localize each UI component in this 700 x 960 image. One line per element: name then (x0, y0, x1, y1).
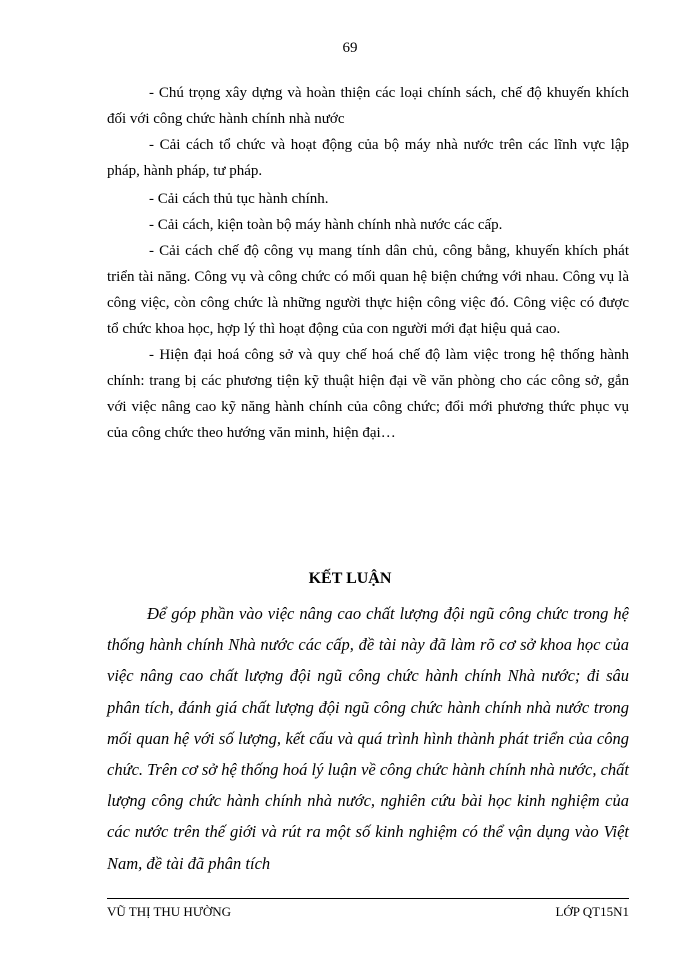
bullet-item: - Chú trọng xây dựng và hoàn thiện các loại chính sách, chế độ khuyến khích đối với công chức hành chính nhà nước (107, 85, 629, 127)
bullet-item: - Hiện đại hoá công sở và quy chế hoá chế độ làm việc trong hệ thống hành chính: trang bị các phương tiện kỹ thuật hiện đại về văn phòng cho các công sở, gắn với việc nâng cao kỹ năng hành chính của công chức; đổi mới phương thức phục vụ của công chức theo hướng văn minh, hiện đại… (107, 347, 629, 441)
page-number: 69 (342, 40, 358, 56)
footer-class: LỚP QT15N1 (555, 904, 629, 919)
conclusion-paragraph: Để góp phần vào việc nâng cao chất lượng đội ngũ công chức trong hệ thống hành chính Nhà nước các cấp, đề tài này đã làm rõ cơ sở khoa học của việc nâng cao chất lượng đội ngũ công chức hành chính Nhà nước; đi sâu phân tích, đánh giá chất lượng đội ngũ công chức hành chính nhà nước trong mối quan hệ với số lượng, kết cấu và quá trình hình thành phát triển của công chức. Trên cơ sở hệ thống hoá lý luận về công chức hành chính nhà nước, chất lượng công chức hành chính nhà nước, nghiên cứu bài học kinh nghiệm của các nước trên thế giới và rút ra một số kinh nghiệm có thể vận dụng vào Việt Nam, đề tài đã phân tích (107, 604, 629, 873)
bullet-item: - Cải cách, kiện toàn bộ máy hành chính nhà nước các cấp. (149, 217, 503, 233)
footer-divider (107, 898, 629, 899)
bullet-item: - Cải cách chế độ công vụ mang tính dân chủ, công bằng, khuyến khích phát triển tài năng. Công vụ và công chức có mối quan hệ biện chứng với nhau. Công vụ là công việc, còn công chức là những người thực hiện công việc đó. Công việc có được tổ chức khoa học, hợp lý thì hoạt động của con người mới đạt hiệu quả cao. (107, 243, 629, 337)
bullet-item: - Cải cách tổ chức và hoạt động của bộ máy nhà nước trên các lĩnh vực lập pháp, hành pháp, tư pháp. (107, 137, 629, 179)
section-heading: KẾT LUẬN (308, 570, 392, 587)
bullet-list (107, 80, 629, 446)
footer-author: VŨ THỊ THU HƯỜNG (107, 904, 232, 919)
bullet-item: - Cải cách thủ tục hành chính. (149, 191, 329, 207)
